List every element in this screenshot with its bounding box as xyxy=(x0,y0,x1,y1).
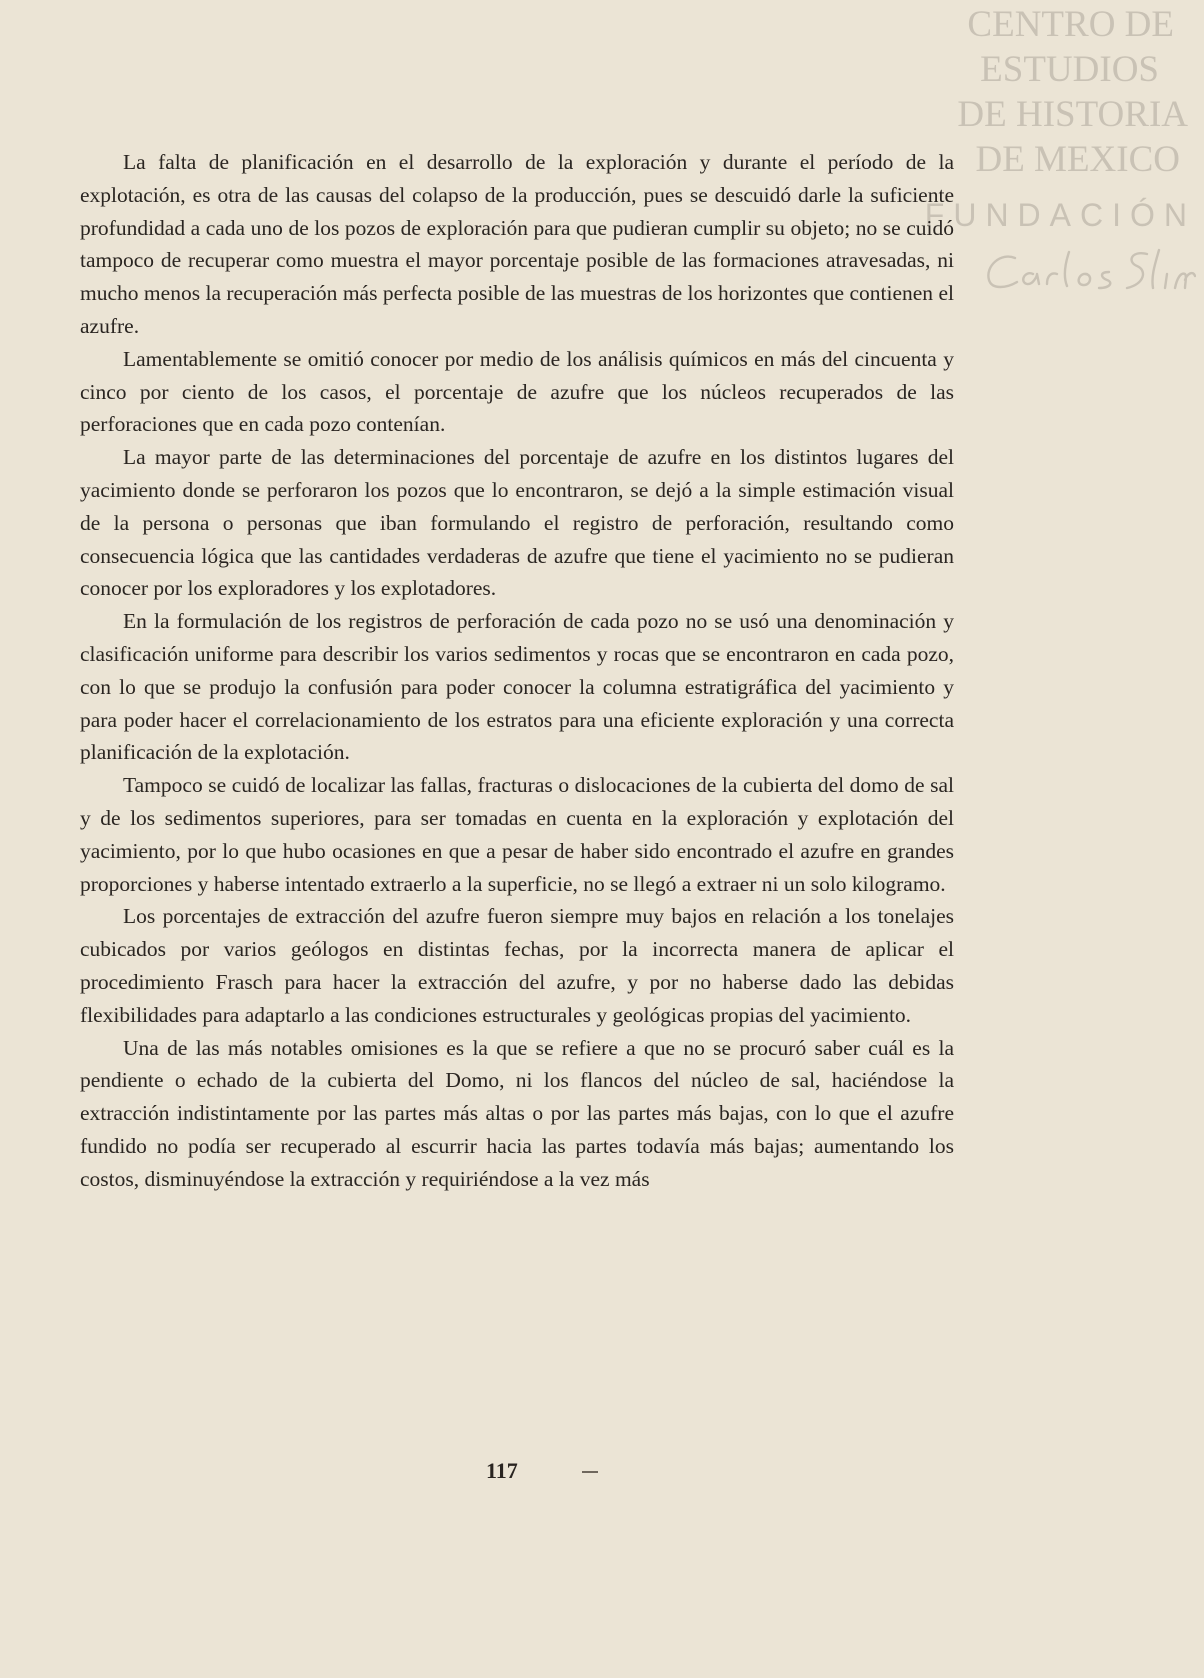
paragraph: Una de las más notables omisiones es la que se refiere a que no se procuró saber cuál es la pendiente o echado de la cubierta del Domo, ni los flancos del núcleo de sal, haciéndose la extracción indistintamente por las partes más altas o por las partes más bajas, con lo que el azufre fundido no podía ser recuperado al escurrir hacia las partes todavía más bajas; aumentando los costos, disminuyéndose la extracción y requiriéndose a la vez más xyxy=(80,1035,954,1191)
watermark-line: DE HISTORIA xyxy=(957,94,1188,135)
watermark xyxy=(924,0,1204,300)
paragraph: La mayor parte de las determinaciones del porcentaje de azufre en los distintos lugares del yacimiento donde se perforaron los pozos que lo encontraron, se dejó a la simple estimación visual de la persona o personas que iban formulando el registro de perforación, resultando como consecuencia lógica que las cantidades verdaderas de azufre que tiene el yacimiento no se pudieran conocer por los exploradores y los explotadores. xyxy=(80,445,954,601)
signature-icon xyxy=(981,244,1196,300)
page-number: 117 xyxy=(486,1458,518,1483)
watermark-line: DE MEXICO xyxy=(975,139,1180,180)
paragraph: Tampoco se cuidó de localizar las fallas, fracturas o dislocaciones de la cubierta del domo de sal y de los sedimentos superiores, para ser tomadas en cuenta en la exploración y explotación del yacimiento, por lo que hubo ocasiones en que a pesar de haber sido encontrado el azufre en grandes proporciones y haberse intentado extraerlo a la superficie, no se llegó a extraer ni un solo kilogramo. xyxy=(80,773,954,896)
body-text xyxy=(80,146,954,1196)
paragraph: Los porcentajes de extracción del azufre fueron siempre muy bajos en relación a los tonelajes cubicados por varios geólogos en distintas fechas, por la incorrecta manera de aplicar el procedimiento Frasch para hacer la extracción del azufre, y por no haberse dado las debidas flexibilidades para adaptarlo a las condiciones estructurales y geológicas propias del yacimiento. xyxy=(80,904,954,1027)
watermark-line: CENTRO DE xyxy=(967,4,1174,45)
watermark-foundation: FUNDACIÓN xyxy=(924,197,1196,233)
paragraph: La falta de planificación en el desarrollo de la exploración y durante el período de la explotación, es otra de las causas del colapso de la producción, pues se descuidó darle la suficiente profundidad a cada uno de los pozos de exploración para que pudieran cumplir su objeto; no se cuidó tampoco de recuperar como muestra el mayor porcentaje posible de las formaciones atravesadas, ni mucho menos la recuperación más perfecta posible de las muestras de los horizontes que contienen el azufre. xyxy=(80,150,954,338)
divider xyxy=(582,1471,598,1473)
watermark-line: ESTUDIOS xyxy=(980,49,1159,90)
paragraph: En la formulación de los registros de perforación de cada pozo no se usó una denominación y clasificación uniforme para describir los varios sedimentos y rocas que se encontraron en cada pozo, con lo que se produjo la confusión para poder conocer la columna estratigráfica del yacimiento y para poder hacer el correlacionamiento de los estratos para una eficiente exploración y una correcta planificación de la explotación. xyxy=(80,609,954,765)
paragraph: Lamentablemente se omitió conocer por medio de los análisis químicos en más del cincuenta y cinco por ciento de los casos, el porcentaje de azufre que los núcleos recuperados de las perforaciones que en cada pozo contenían. xyxy=(80,346,954,437)
